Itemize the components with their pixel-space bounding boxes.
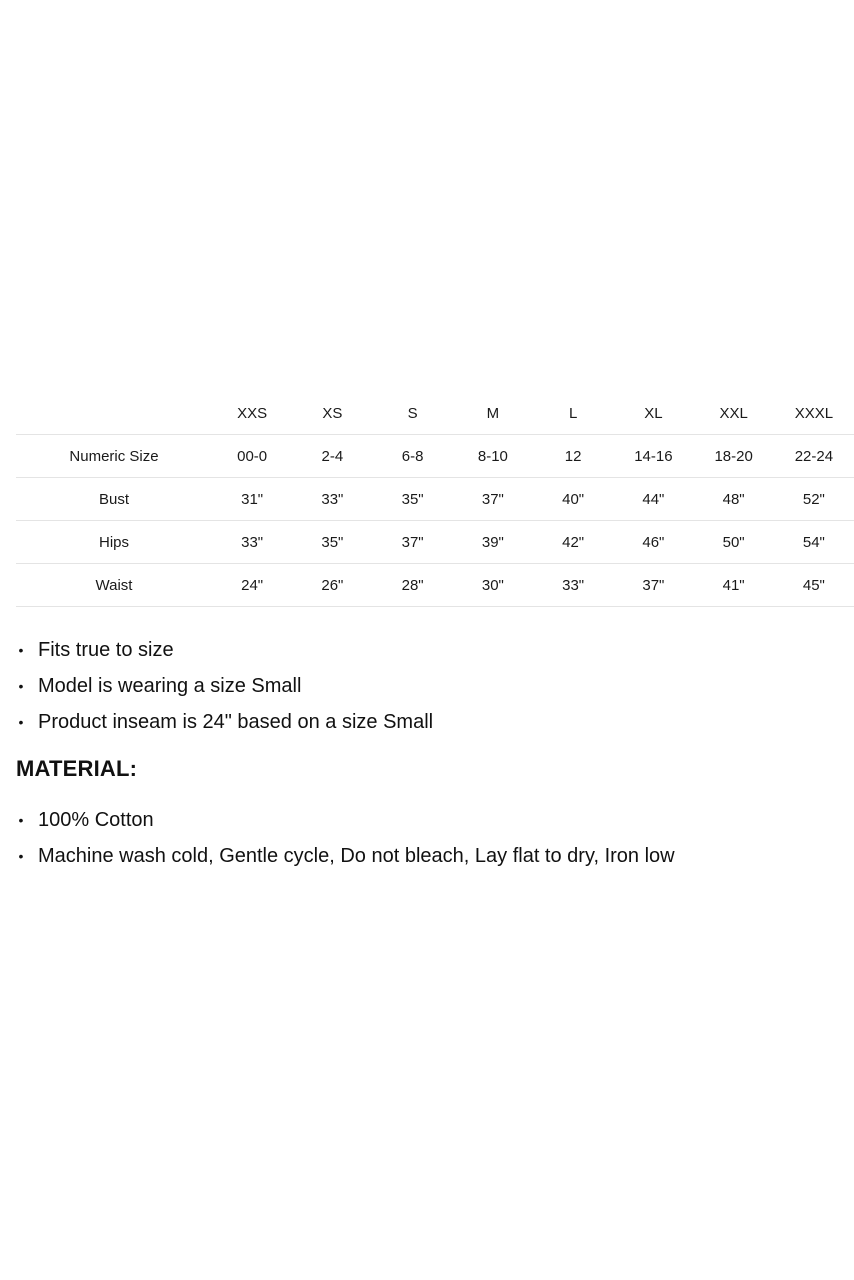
material-list xyxy=(16,802,675,874)
size-header-l: L xyxy=(533,392,613,435)
size-row-hips xyxy=(16,521,854,564)
list-item xyxy=(16,802,675,838)
table-cell: 35" xyxy=(373,478,453,521)
table-cell: 28" xyxy=(373,564,453,607)
size-header-xs: XS xyxy=(292,392,372,435)
bullet-icon: • xyxy=(18,714,24,730)
row-label: Bust xyxy=(16,478,212,521)
table-cell: 8-10 xyxy=(453,435,533,478)
size-chart-header-row xyxy=(16,392,854,435)
list-item xyxy=(16,704,433,740)
fit-notes-list xyxy=(16,632,433,740)
table-cell: 37" xyxy=(453,478,533,521)
size-header-xxl: XXL xyxy=(694,392,774,435)
material-heading: MATERIAL: xyxy=(16,756,138,781)
table-cell: 2-4 xyxy=(292,435,372,478)
table-cell: 33" xyxy=(533,564,613,607)
table-cell: 40" xyxy=(533,478,613,521)
care-instructions-text: Machine wash cold, Gentle cycle, Do not bleach, Lay flat to dry, Iron low xyxy=(38,845,675,867)
bullet-icon: • xyxy=(18,812,24,828)
table-cell: 33" xyxy=(292,478,372,521)
table-cell: 46" xyxy=(613,521,693,564)
table-cell: 31" xyxy=(212,478,292,521)
size-header-m: M xyxy=(453,392,533,435)
table-cell: 54" xyxy=(774,521,854,564)
table-cell: 33" xyxy=(212,521,292,564)
fit-note-text: Product inseam is 24" based on a size Small xyxy=(38,711,434,733)
list-item xyxy=(16,632,433,668)
bullet-icon: • xyxy=(18,642,24,658)
size-row-waist xyxy=(16,564,854,607)
table-cell: 26" xyxy=(292,564,372,607)
size-chart-table xyxy=(16,392,854,607)
row-label: Numeric Size xyxy=(16,435,212,478)
bullet-icon: • xyxy=(18,678,24,694)
table-cell: 52" xyxy=(774,478,854,521)
size-row-numeric-size xyxy=(16,435,854,478)
table-cell: 45" xyxy=(774,564,854,607)
list-item xyxy=(16,668,433,704)
table-cell: 41" xyxy=(694,564,774,607)
table-cell: 42" xyxy=(533,521,613,564)
table-cell: 00-0 xyxy=(212,435,292,478)
size-header-xl: XL xyxy=(613,392,693,435)
table-cell: 39" xyxy=(453,521,533,564)
table-cell: 12 xyxy=(533,435,613,478)
list-item xyxy=(16,838,675,874)
material-item-text: 100% Cotton xyxy=(38,809,154,831)
table-cell: 6-8 xyxy=(373,435,453,478)
table-cell: 50" xyxy=(694,521,774,564)
row-label: Waist xyxy=(16,564,212,607)
table-cell: 24" xyxy=(212,564,292,607)
table-cell: 48" xyxy=(694,478,774,521)
table-cell: 30" xyxy=(453,564,533,607)
table-cell: 18-20 xyxy=(694,435,774,478)
size-row-bust xyxy=(16,478,854,521)
bullet-icon: • xyxy=(18,848,24,864)
table-cell: 37" xyxy=(373,521,453,564)
fit-note-text: Fits true to size xyxy=(38,639,174,661)
size-header-xxs: XXS xyxy=(212,392,292,435)
table-cell: 35" xyxy=(292,521,372,564)
size-header-s: S xyxy=(373,392,453,435)
table-cell: 22-24 xyxy=(774,435,854,478)
size-header-xxxl: XXXL xyxy=(774,392,854,435)
size-chart-corner-cell xyxy=(16,392,212,435)
table-cell: 37" xyxy=(613,564,693,607)
table-cell: 14-16 xyxy=(613,435,693,478)
row-label: Hips xyxy=(16,521,212,564)
fit-note-text: Model is wearing a size Small xyxy=(38,675,302,697)
table-cell: 44" xyxy=(613,478,693,521)
